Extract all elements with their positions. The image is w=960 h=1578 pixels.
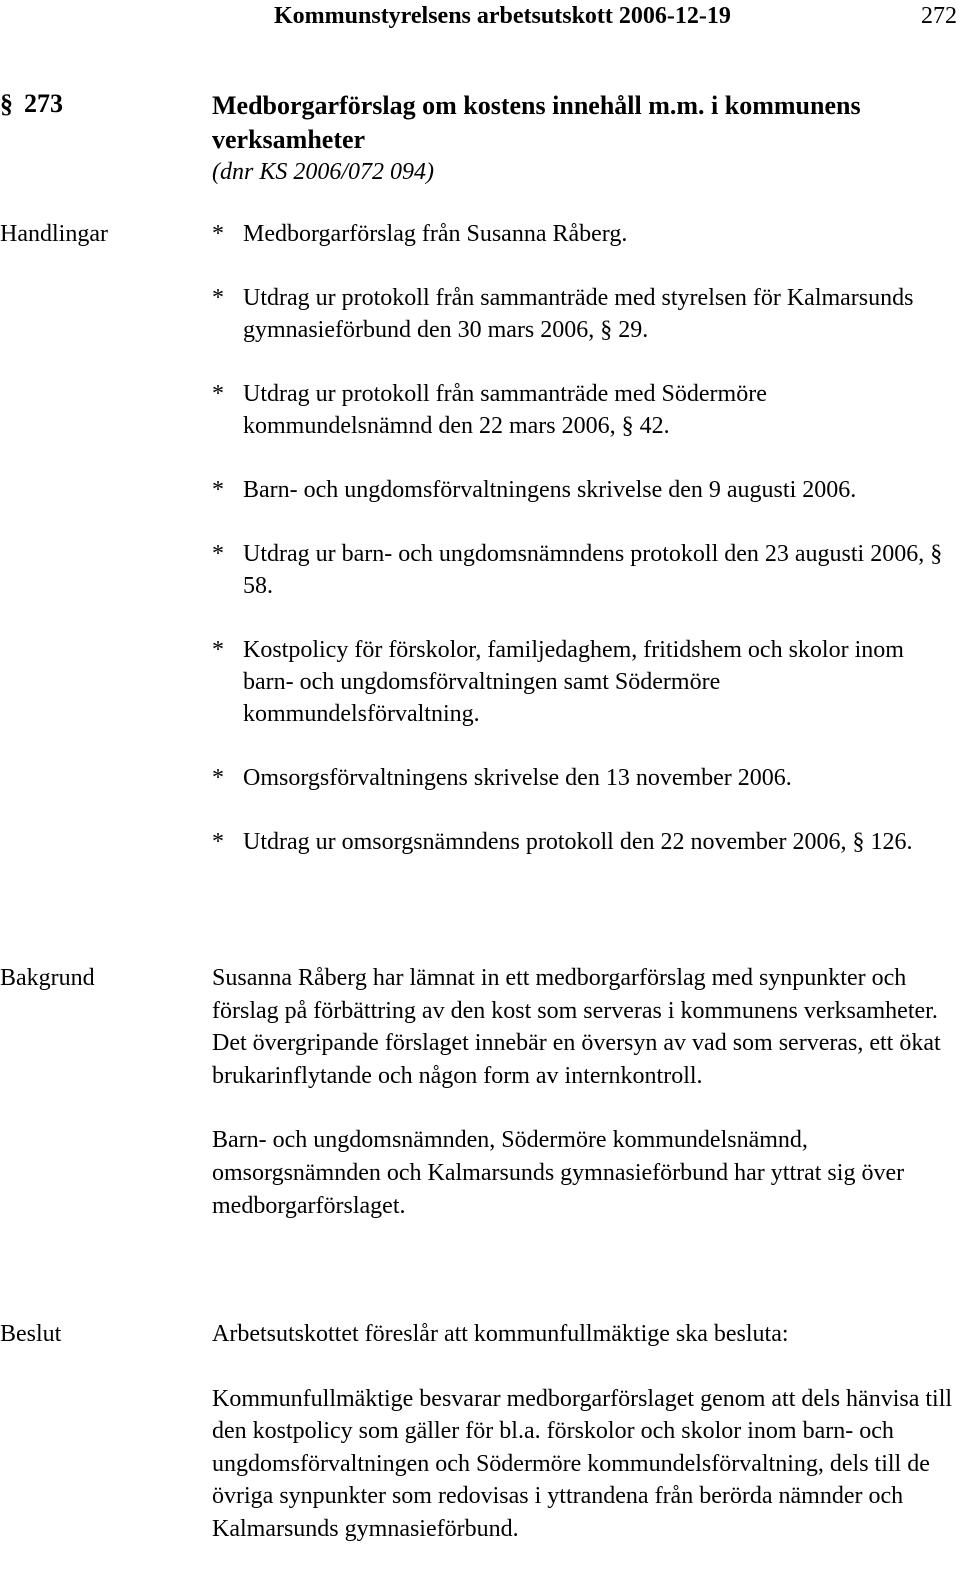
handlingar-list <box>212 218 960 890</box>
list-item <box>212 634 960 730</box>
header-title: Kommunstyrelsens arbetsutskott 2006-12-19 <box>274 3 731 29</box>
beslut-section <box>212 1318 960 1578</box>
list-item-text: Utdrag ur protokoll från sammanträde med styrelsen för Kalmarsunds gymnasieförbund den 30 mars 2006, § 29. <box>243 285 914 343</box>
list-item <box>212 474 960 506</box>
paragraph-sign: § <box>0 89 13 118</box>
bakgrund-section <box>212 962 960 1254</box>
list-item-text: Omsorgsförvaltningens skrivelse den 13 november 2006. <box>243 765 792 791</box>
case-number: 273 <box>24 89 63 118</box>
bullet: * <box>212 381 224 407</box>
list-item-text: Utdrag ur protokoll från sammanträde med Södermöre kommundelsnämnd den 22 mars 2006, § 42. <box>243 381 767 439</box>
bullet: * <box>212 477 224 503</box>
bakgrund-label: Bakgrund <box>0 965 95 991</box>
beslut-paragraph: Kommunfullmäktige besvarar medborgarförslaget genom att dels hänvisa till den kostpolicy som gäller för bl.a. förskolor och skolor inom barn- och ungdomsförvaltningen och Södermöre kommundelsförvaltning, dels till de övriga synpunkter som redovisas i yttrandena från berörda nämnder och Kalmarsunds gymnasieförbund. <box>212 1385 953 1542</box>
bullet: * <box>212 829 224 855</box>
beslut-label: Beslut <box>0 1321 62 1347</box>
list-item-text: Barn- och ungdomsförvaltningens skrivelse den 9 augusti 2006. <box>243 477 857 503</box>
list-item <box>212 762 960 794</box>
list-item <box>212 282 960 346</box>
bullet: * <box>212 221 224 247</box>
list-item-text: Utdrag ur omsorgsnämndens protokoll den 22 november 2006, § 126. <box>243 829 913 855</box>
list-item <box>212 378 960 442</box>
list-item-text: Kostpolicy för förskolor, familjedaghem, fritidshem och skolor inom barn- och ungdomsförvaltningen samt Södermöre kommundelsförvaltning. <box>243 637 904 727</box>
beslut-paragraph: Arbetsutskottet föreslår att kommunfullmäktige ska besluta: <box>212 1321 789 1347</box>
handlingar-label: Handlingar <box>0 221 108 247</box>
bakgrund-paragraph: Susanna Råberg har lämnat in ett medborgarförslag med synpunkter och förslag på förbättring av den kost som serveras i kommunens verksamheter. Det övergripande förslaget innebär en översyn av vad som serveras, ett ökat brukarinflytande och någon form av internkontroll. <box>212 965 941 1089</box>
list-item-text: Utdrag ur barn- och ungdomsnämndens protokoll den 23 augusti 2006, § 58. <box>243 541 943 599</box>
page-header <box>0 0 960 30</box>
bakgrund-paragraph: Barn- och ungdomsnämnden, Södermöre kommundelsnämnd, omsorgsnämnden och Kalmarsunds gymnasieförbund har yttrat sig över medborgarförslaget. <box>212 1127 905 1219</box>
list-item <box>212 218 960 250</box>
list-item-text: Medborgarförslag från Susanna Råberg. <box>243 221 628 247</box>
bullet: * <box>212 637 224 663</box>
list-item <box>212 538 960 602</box>
bullet: * <box>212 285 224 311</box>
page-number: 272 <box>921 3 957 29</box>
list-item <box>212 826 960 858</box>
bullet: * <box>212 541 224 567</box>
case-dnr: (dnr KS 2006/072 094) <box>212 159 434 185</box>
bullet: * <box>212 765 224 791</box>
case-title: Medborgarförslag om kostens innehåll m.m. i kommunens verksamheter <box>212 91 861 154</box>
